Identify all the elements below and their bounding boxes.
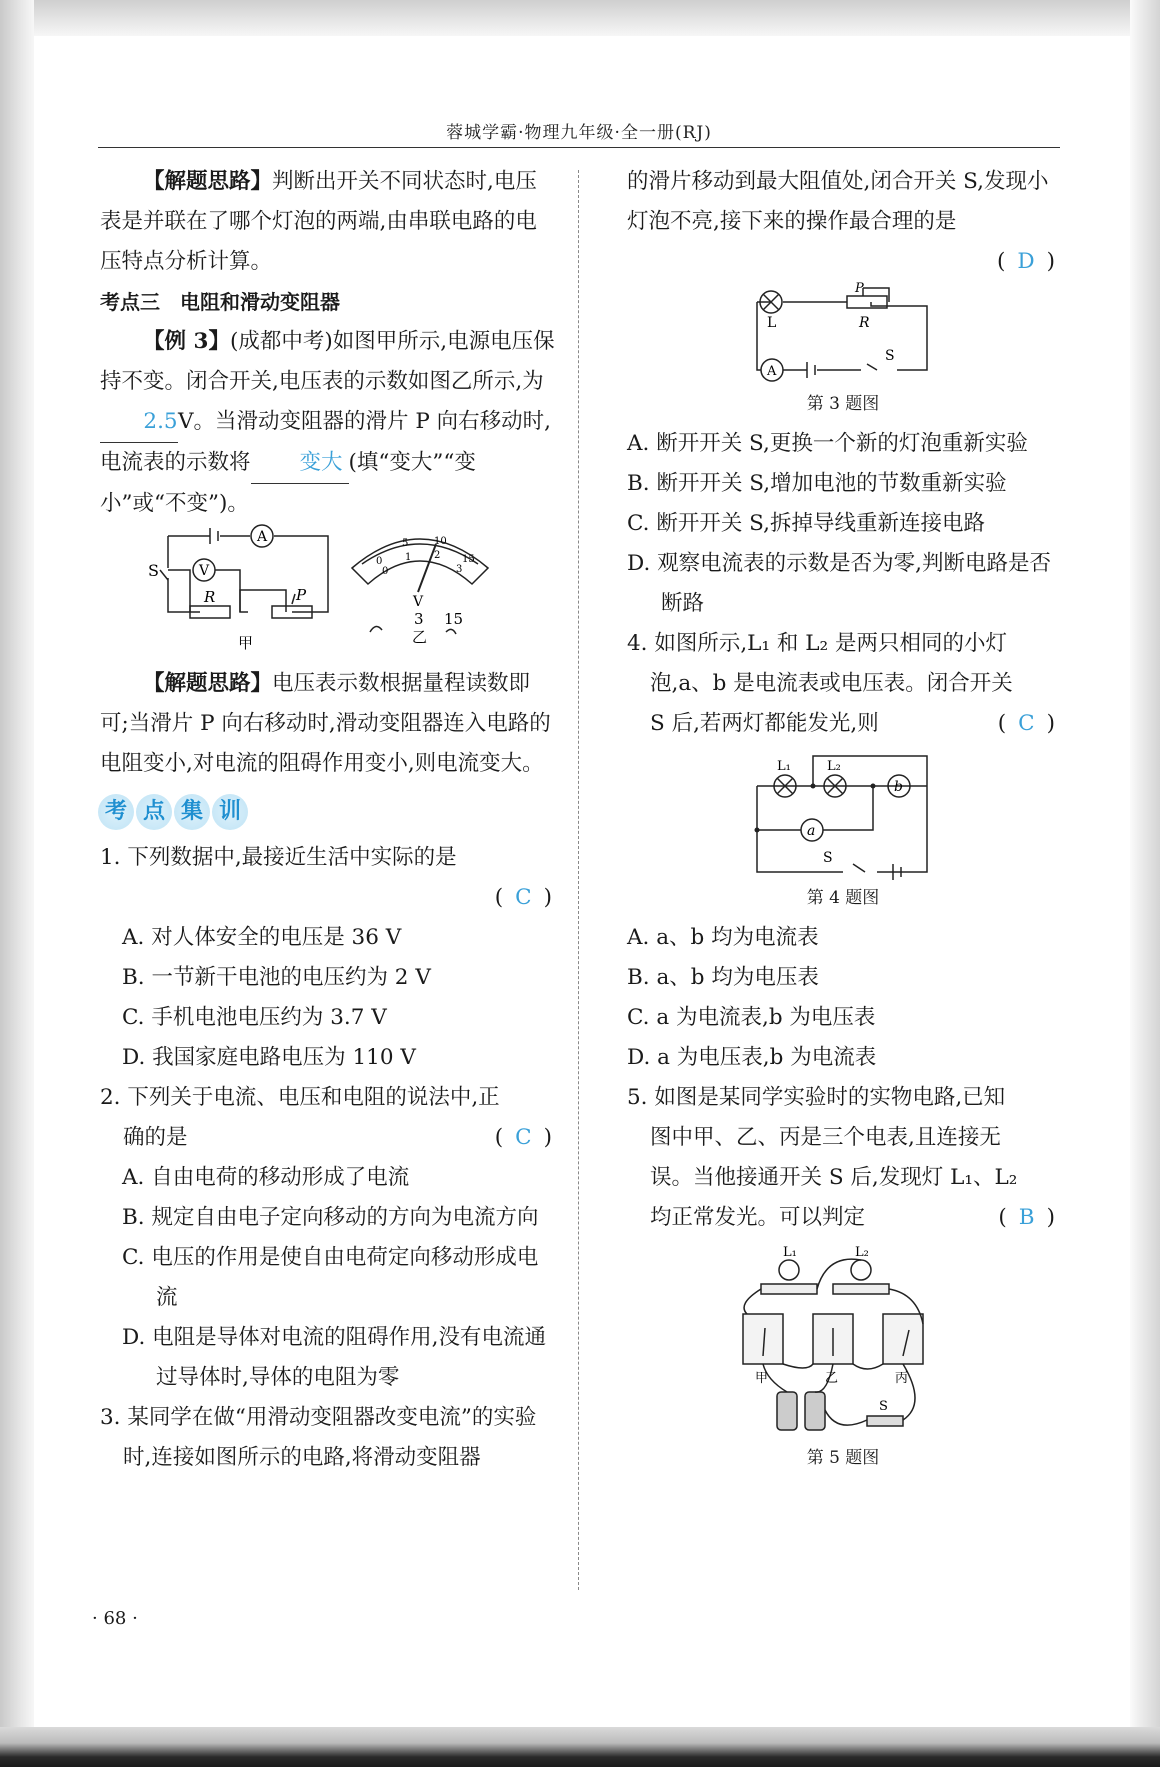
meter-tick-2: 2 [434,550,441,561]
q4-option-a: A. a、b 均为电流表 [627,925,819,950]
q2-option-a: A. 自由电荷的移动形成了电流 [122,1165,410,1190]
fig4-label-b: b [894,779,903,795]
q3-option-b: B. 断开开关 S,增加电池的节数重新实验 [627,471,1007,496]
q3-answer-row [627,242,1059,282]
badge-dian: 点 [136,794,172,830]
q4-option-b: B. a、b 均为电压表 [627,965,819,990]
fig4-label-s: S [823,850,833,866]
q4-answer-value: C [1018,711,1039,736]
ex3-text1: 如图甲所示,电源电压保持不变。闭合开关,电压表的示数如图乙所示,为 [100,329,555,394]
left-column [100,162,556,1478]
circuit-label-a: A [257,529,268,545]
q3-answer: ( D ) [996,249,1059,274]
meter-tick-15: 15 [462,554,475,565]
fig3-label-r: R [859,315,870,331]
badge-ji: 集 [174,794,210,830]
circuit-label-p: P [296,586,307,604]
fig5-label-l1: L₁ [783,1245,797,1260]
fig5-label-s: S [879,1399,888,1414]
q3-option-d: D. 观察电流表的示数是否为零,判断电路是否断路 [627,551,1051,616]
fig3-label-a: A [767,364,777,379]
fig-yi-label: 乙 [412,628,428,646]
fig3-label-l: L [767,315,777,331]
example3-circuit-svg [100,524,556,664]
q3-continuation: 的滑片移动到最大阻值处,闭合开关 S,发现小灯泡不亮,接下来的操作最合理的是 [627,169,1049,234]
q2-option-c: C. 电压的作用是使自由电荷定向移动形成电流 [122,1245,539,1310]
q5-answer-value: B [1018,1205,1039,1230]
q1-option-d: D. 我国家庭电路电压为 110 V [122,1045,416,1070]
meter-term-3: 3 [414,610,424,628]
circuit-label-v: V [199,563,210,579]
q4-answer: ( C ) [997,711,1059,736]
think2 [100,664,556,784]
q4-stem-text: 4. 如图所示,L₁ 和 L₂ 是两只相同的小灯泡,a、b 是电流表或电压表。闭合开关 S 后,若两灯都能发光,则 [627,631,1013,736]
q1-option-a: A. 对人体安全的电压是 36 V [122,925,402,950]
fig4-label-a: a [807,823,816,839]
q2-option-d: D. 电阻是导体对电流的阻碍作用,没有电流通过导体时,导体的电阻为零 [122,1325,546,1390]
ex3-text3: (填“变大”“变小”或“不变”)。 [100,450,476,516]
page-shadow-top [0,0,1160,36]
badge-kao: 考 [98,794,134,830]
page-shadow-right [1130,0,1160,1767]
q1-stem-text: 1. 下列数据中,最接近生活中实际的是 [100,845,457,870]
q3-stem-start: 3. 某同学在做“用滑动变阻器改变电流”的实验时,连接如图所示的电路,将滑动变阻器 [100,1405,537,1470]
meter-tick-5: 5 [402,538,409,549]
fig3-label-s: S [885,348,895,364]
fig5 [627,1244,1059,1444]
q2-option-b: B. 规定自由电子定向移动的方向为电流方向 [122,1205,539,1230]
circuit-label-r: R [204,588,216,606]
meter-term-15: 15 [444,610,464,628]
q1-answer: ( C ) [494,885,556,910]
q4-option-d: D. a 为电压表,b 为电流表 [627,1045,877,1070]
ex3-text2: V。当滑动变阻器的滑片 P 向右移动时,电流表的示数将 [100,409,551,475]
ex3-answer2: 变大 [251,443,349,484]
think1-text: 判断出开关不同状态时,电压表是并联在了哪个灯泡的两端,由串联电路的电压特点分析计算。 [100,169,537,274]
fig3-label-p: P [855,282,864,296]
circuit-label-s: S [148,561,159,580]
q5-answer: ( B ) [998,1205,1059,1230]
q3-answer-value: D [1017,249,1039,274]
q2-stem [100,1078,556,1158]
right-column [627,162,1059,1472]
q2-answer: ( C ) [494,1125,556,1150]
think1 [100,162,556,282]
fig5-apparatus-svg [627,1244,1059,1444]
page-number: · 68 · [92,1608,138,1629]
q3-option-c: C. 断开开关 S,拆掉导线重新连接电路 [627,511,985,536]
example3-figures [100,524,556,664]
fig3 [627,282,1059,390]
section-title: 考点三 电阻和滑动变阻器 [100,290,340,314]
q3-option-a: A. 断开开关 S,更换一个新的灯泡重新实验 [627,431,1028,456]
fig5-caption: 第 5 题图 [806,1448,880,1468]
think2-label: 【解题思路】 [143,671,273,696]
fig3-caption: 第 3 题图 [806,394,880,414]
page-shadow-left [0,0,34,1767]
fig5-label-yi: 乙 [825,1371,839,1386]
page-shadow-bottom [0,1727,1160,1767]
fig5-label-bing: 丙 [895,1371,909,1386]
fig4-label-l1: L₁ [777,759,791,774]
q5-stem [627,1078,1059,1238]
ex3-answer1: 2.5 [100,402,178,443]
fig5-label-jia: 甲 [755,1371,769,1386]
q4-stem [627,624,1059,744]
think1-label: 【解题思路】 [143,169,273,194]
meter-tick-0: 0 [376,556,383,567]
think2-text: 电压表示数根据量程读数即可;当滑片 P 向右移动时,滑动变阻器连入电路的电阻变小,对电流的阻碍作用变小,则电流变大。 [100,671,551,776]
q1-stem [100,838,556,878]
meter-tick-1: 1 [405,552,412,563]
fig4-caption: 第 4 题图 [806,888,880,908]
fig-jia-label: 甲 [238,634,254,652]
q1-answer-value: C [515,885,536,910]
fig4 [627,744,1059,884]
ex3-label: 【例 3】 [143,329,230,354]
meter-tick-0b: 0 [382,566,389,577]
example3 [100,322,556,524]
column-divider [578,170,579,1590]
q5-stem-text: 5. 如图是某同学实验时的实物电路,已知图中甲、乙、丙是三个电表,且连接无误。当他接通开关 S 后,发现灯 L₁、L₂ 均正常发光。可以判定 [627,1085,1018,1230]
fig3-circuit-svg [627,282,1059,390]
section-badges [98,792,556,832]
badge-xun: 训 [212,794,248,830]
q2-answer-value: C [515,1125,536,1150]
running-header: 蓉城学霸·物理九年级·全一册(RJ) [446,123,712,143]
fig4-circuit-svg [627,744,1059,884]
ex3-source: (成都中考) [229,329,333,354]
fig4-label-l2: L₂ [827,759,841,774]
q4-option-c: C. a 为电流表,b 为电压表 [627,1005,876,1030]
meter-tick-3: 3 [456,564,463,575]
header-rule [98,147,1060,148]
q1-option-b: B. 一节新干电池的电压约为 2 V [122,965,431,990]
fig5-label-l2: L₂ [855,1245,869,1260]
meter-v-label: V [413,594,424,610]
q2-stem-text: 2. 下列关于电流、电压和电阻的说法中,正确的是 [100,1085,500,1150]
q1-answer-row [100,878,556,918]
q1-option-c: C. 手机电池电压约为 3.7 V [122,1005,387,1030]
meter-tick-10: 10 [434,536,447,547]
